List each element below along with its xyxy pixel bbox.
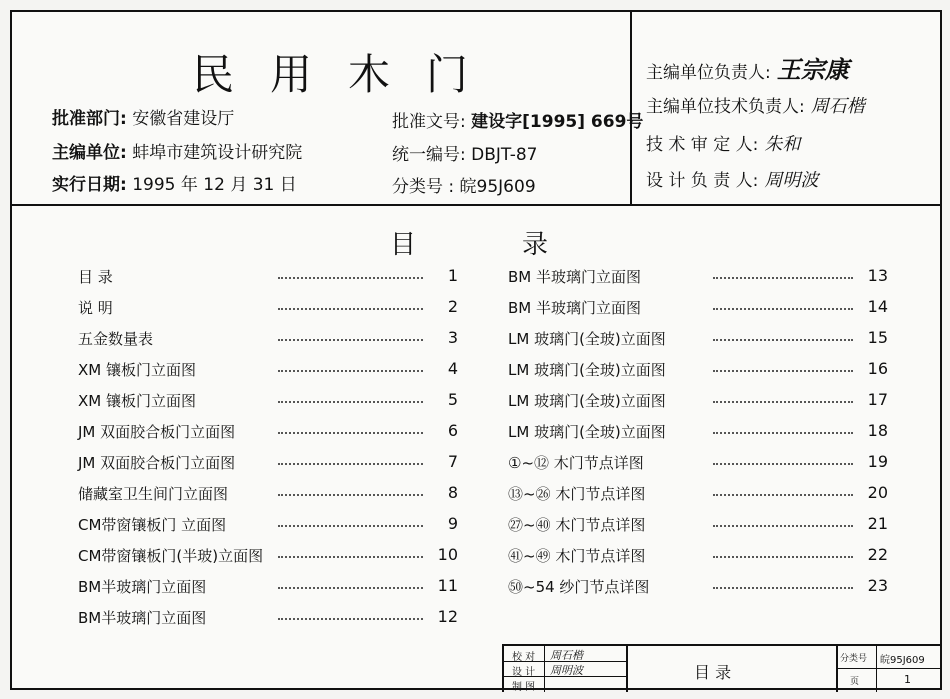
toc-entry-label: ①~⑫ 木门节点详图 <box>508 454 644 472</box>
toc-entry <box>78 384 458 415</box>
toc-entry-page: 10 <box>437 545 458 564</box>
toc-entry-page: 8 <box>447 483 458 502</box>
toc-entry <box>78 570 458 601</box>
toc-entry-page: 15 <box>867 328 888 347</box>
toc-entry-page: 16 <box>867 359 888 378</box>
class-no-value: : 皖95J609 <box>448 177 536 197</box>
toc-entry-page: 1 <box>447 266 458 285</box>
toc-entry <box>78 291 458 322</box>
toc-right-column <box>508 260 888 601</box>
toc-entry-page: 22 <box>867 545 888 564</box>
class-no-label: 分类号 <box>392 177 443 197</box>
editor-unit-label: 主编单位: <box>52 143 127 163</box>
editor-unit-value: 蚌埠市建筑设计研究院 <box>132 143 303 163</box>
title-block <box>502 644 942 692</box>
toc-entry <box>78 322 458 353</box>
toc-leader-dots <box>713 463 853 465</box>
toc-entry-page: 5 <box>447 390 458 409</box>
toc-heading-right: 录 <box>522 230 549 260</box>
toc-entry-page: 3 <box>447 328 458 347</box>
toc-entry-page: 2 <box>447 297 458 316</box>
impl-date <box>52 170 297 195</box>
toc-entry-page: 19 <box>867 452 888 471</box>
toc-entry <box>508 384 888 415</box>
toc-leader-dots <box>278 587 423 589</box>
toc-entry-label: LM 玻璃门(全玻)立面图 <box>508 330 666 348</box>
toc-entry <box>78 260 458 291</box>
approval-dept-label: 批准部门: <box>52 109 127 129</box>
toc-entry <box>508 508 888 539</box>
toc-leader-dots <box>713 339 853 341</box>
toc-entry-label: JM 双面胶合板门立面图 <box>78 454 236 472</box>
toc-leader-dots <box>278 339 423 341</box>
toc-leader-dots <box>278 525 423 527</box>
design-lead-label: 设 计 负 责 人: <box>646 171 759 191</box>
toc-leader-dots <box>278 308 423 310</box>
toc-entry-label: BM 半玻璃门立面图 <box>508 268 642 286</box>
header-info <box>12 12 644 204</box>
toc-entry <box>508 322 888 353</box>
page-number-tb: 1 <box>904 673 911 686</box>
toc-entry-label: XM 镶板门立面图 <box>78 392 196 410</box>
toc-entry <box>508 477 888 508</box>
toc-entry <box>508 570 888 601</box>
toc-entry <box>508 446 888 477</box>
toc-entry-page: 11 <box>437 576 458 595</box>
tech-chief-label: 主编单位技术负责人: <box>646 97 805 117</box>
toc-entry <box>508 415 888 446</box>
unified-no-label: 统一编号: <box>392 145 466 165</box>
class-no-value-tb: 皖95J609 <box>880 655 925 666</box>
toc-leader-dots <box>278 618 423 620</box>
toc-left-column <box>78 260 458 632</box>
checker-signature: 周石楷 <box>550 649 583 662</box>
impl-date-value: 1995 年 12 月 31 日 <box>132 175 297 195</box>
toc-entry <box>78 601 458 632</box>
toc-leader-dots <box>278 277 423 279</box>
toc-heading-left: 目 <box>390 230 417 260</box>
page-label-tb: 页 <box>850 677 860 687</box>
approval-dept <box>52 104 234 129</box>
toc-entry-label: 目 录 <box>78 268 113 286</box>
drafter-label: 制 图 <box>512 682 536 693</box>
toc-entry-label: ㉗~㊵ 木门节点详图 <box>508 516 646 534</box>
tech-reviewer-label: 技 术 审 定 人: <box>646 135 759 155</box>
toc-entry-label: ㊿~54 纱门节点详图 <box>508 578 650 596</box>
sheet-title: 目 录 <box>694 663 732 682</box>
page-title: 民用木门 <box>192 50 505 99</box>
toc-entry-label: BM 半玻璃门立面图 <box>508 299 642 317</box>
toc-entry <box>78 415 458 446</box>
class-no <box>392 172 536 197</box>
toc-entry-label: JM 双面胶合板门立面图 <box>78 423 236 441</box>
approval-no-label: 批准文号: <box>392 112 466 132</box>
designer-signature: 周明波 <box>550 664 583 677</box>
toc-entry-label: CM带窗镶板门 立面图 <box>78 516 227 534</box>
toc-entry <box>508 539 888 570</box>
toc-leader-dots <box>713 556 853 558</box>
toc-entry-label: LM 玻璃门(全玻)立面图 <box>508 361 666 379</box>
toc-entry <box>78 446 458 477</box>
toc-leader-dots <box>713 370 853 372</box>
toc-entry <box>78 353 458 384</box>
toc-entry-label: LM 玻璃门(全玻)立面图 <box>508 423 666 441</box>
chief-editor-signature: 王宗康 <box>776 55 849 84</box>
designer-label: 设 计 <box>512 667 536 678</box>
drawing-sheet <box>10 10 942 693</box>
toc-entry-page: 23 <box>867 576 888 595</box>
toc-entry-page: 14 <box>867 297 888 316</box>
toc-leader-dots <box>713 401 853 403</box>
toc-entry-label: ⑬~㉖ 木门节点详图 <box>508 485 646 503</box>
design-lead-signature: 周明波 <box>764 170 819 191</box>
approval-no-value: 建设字[1995] 669号 <box>471 112 644 132</box>
tech-chief-row <box>646 92 865 118</box>
toc-entry-page: 6 <box>447 421 458 440</box>
toc-entry-page: 4 <box>447 359 458 378</box>
toc-leader-dots <box>713 587 853 589</box>
toc-entry <box>78 539 458 570</box>
toc-entry <box>508 353 888 384</box>
tech-reviewer-row <box>646 130 800 156</box>
toc-entry <box>78 508 458 539</box>
toc-entry-page: 12 <box>437 607 458 626</box>
checker-label: 校 对 <box>512 652 536 663</box>
unified-no <box>392 140 538 165</box>
chief-editor-row <box>646 50 849 85</box>
toc-entry <box>508 291 888 322</box>
impl-date-label: 实行日期: <box>52 175 127 195</box>
toc-entry-label: BM半玻璃门立面图 <box>78 609 207 627</box>
editor-unit <box>52 138 302 163</box>
toc-leader-dots <box>713 525 853 527</box>
toc-entry-page: 20 <box>867 483 888 502</box>
toc-leader-dots <box>713 494 853 496</box>
toc-entry-label: CM带窗镶板门(半玻)立面图 <box>78 547 264 565</box>
toc-entry-label: ㊶~㊾ 木门节点详图 <box>508 547 646 565</box>
chief-editor-label: 主编单位负责人: <box>646 63 771 83</box>
toc-leader-dots <box>278 370 423 372</box>
toc-entry-label: BM半玻璃门立面图 <box>78 578 207 596</box>
toc-leader-dots <box>278 556 423 558</box>
toc-entry-label: 储藏室卫生间门立面图 <box>78 485 229 503</box>
toc-entry-page: 9 <box>447 514 458 533</box>
toc-entry-page: 13 <box>867 266 888 285</box>
toc-entry-page: 18 <box>867 421 888 440</box>
toc-entry-page: 21 <box>867 514 888 533</box>
toc-leader-dots <box>713 432 853 434</box>
toc-entry-page: 17 <box>867 390 888 409</box>
tech-reviewer-signature: 朱和 <box>764 134 801 155</box>
toc-entry-label: LM 玻璃门(全玻)立面图 <box>508 392 666 410</box>
toc-entry-label: 五金数量表 <box>78 330 154 348</box>
tech-chief-signature: 周石楷 <box>810 96 865 117</box>
approval-no <box>392 107 643 132</box>
toc-leader-dots <box>278 494 423 496</box>
unified-no-value: DBJT-87 <box>471 145 538 165</box>
toc-leader-dots <box>713 308 853 310</box>
approval-dept-value: 安徽省建设厅 <box>132 109 235 129</box>
toc-leader-dots <box>278 401 423 403</box>
toc-leader-dots <box>278 463 423 465</box>
toc-leader-dots <box>713 277 853 279</box>
toc-entry-label: XM 镶板门立面图 <box>78 361 196 379</box>
toc-entry <box>508 260 888 291</box>
header-block <box>12 12 940 206</box>
toc-entry-label: 说 明 <box>78 299 113 317</box>
responsible-persons <box>630 12 942 204</box>
toc-entry-page: 7 <box>447 452 458 471</box>
toc-entry <box>78 477 458 508</box>
class-no-label-tb: 分类号 <box>840 654 868 664</box>
toc-leader-dots <box>278 432 423 434</box>
design-lead-row <box>646 166 818 192</box>
